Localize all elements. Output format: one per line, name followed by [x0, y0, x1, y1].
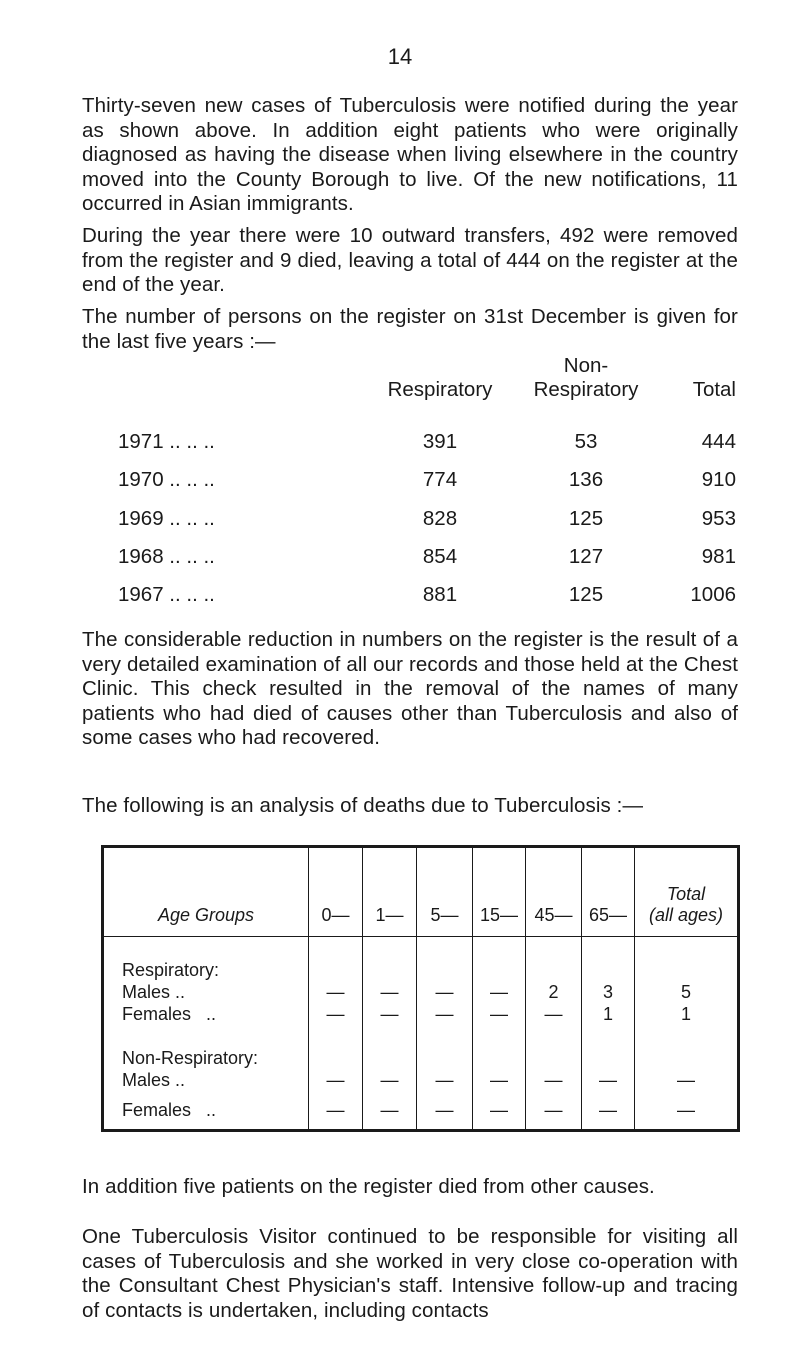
- cell: —: [363, 1091, 417, 1131]
- group-row-non-respiratory: [103, 1025, 739, 1069]
- cell: 3: [582, 981, 635, 1003]
- cell: —: [582, 1069, 635, 1091]
- cell: —: [417, 981, 473, 1003]
- header-total-line1: Total: [666, 884, 706, 904]
- register-row: [82, 468, 742, 498]
- row-respiratory: 391: [422, 430, 458, 453]
- cell: —: [363, 981, 417, 1003]
- row-total: 1006: [690, 583, 736, 606]
- row-year: 1969 .. .. ..: [118, 507, 215, 530]
- row-label: Females ..: [122, 1100, 217, 1120]
- cell: 1: [635, 1003, 739, 1025]
- table-row: [103, 981, 739, 1003]
- row-non-respiratory: 127: [568, 545, 604, 568]
- row-non-respiratory: 125: [568, 507, 604, 530]
- cell: —: [363, 1003, 417, 1025]
- cell: —: [526, 1091, 582, 1131]
- header-total-line2: (all ages): [648, 905, 724, 925]
- deaths-by-age-table: [101, 845, 740, 1132]
- cell: —: [582, 1091, 635, 1131]
- header-age-15: 15—: [473, 847, 526, 937]
- cell: —: [473, 1091, 526, 1131]
- deaths-table-header: [103, 847, 739, 937]
- header-age-1: 1—: [363, 847, 417, 937]
- cell: —: [526, 1069, 582, 1091]
- cell: —: [363, 1069, 417, 1091]
- row-label: Males ..: [122, 1070, 186, 1090]
- cell: —: [473, 1069, 526, 1091]
- paragraph-transfers: During the year there were 10 outward transfers, 492 were removed from the register and 9 died, leaving a total of 444 on the register at the end of the year.: [82, 224, 738, 296]
- register-row: [82, 545, 742, 575]
- row-respiratory: 774: [422, 468, 458, 491]
- header-age-groups: Age Groups: [103, 847, 309, 937]
- cell: —: [309, 981, 363, 1003]
- row-total: 444: [701, 430, 736, 453]
- cell: —: [417, 1069, 473, 1091]
- row-label: Males ..: [122, 982, 186, 1002]
- row-year: 1968 .. .. ..: [118, 545, 215, 568]
- row-label: Females ..: [122, 1004, 217, 1024]
- row-year: 1971 .. .. ..: [118, 430, 215, 453]
- register-row: [82, 507, 742, 537]
- row-non-respiratory: 136: [568, 468, 604, 491]
- header-total: Total: [692, 378, 736, 401]
- row-respiratory: 881: [422, 583, 458, 606]
- cell: —: [309, 1091, 363, 1131]
- cell: 2: [526, 981, 582, 1003]
- table-row: [103, 1003, 739, 1025]
- cell: 5: [635, 981, 739, 1003]
- row-respiratory: 854: [422, 545, 458, 568]
- row-year: 1967 .. .. ..: [118, 583, 215, 606]
- group-row-respiratory: [103, 937, 739, 982]
- cell: —: [635, 1069, 739, 1091]
- page-number: 14: [387, 44, 413, 69]
- row-non-respiratory: 125: [568, 583, 604, 606]
- cell: —: [417, 1003, 473, 1025]
- paragraph-register-intro: The number of persons on the register on 31st December is given for the last five years :—: [82, 305, 738, 353]
- cell: 1: [582, 1003, 635, 1025]
- paragraph-other-causes: In addition five patients on the register died from other causes.: [82, 1175, 655, 1198]
- cell: —: [473, 981, 526, 1003]
- row-total: 981: [701, 545, 736, 568]
- table-row: [103, 1069, 739, 1091]
- register-table-header: [82, 354, 742, 420]
- row-year: 1970 .. .. ..: [118, 468, 215, 491]
- group-label: Respiratory:: [122, 960, 220, 980]
- paragraph-reduction: The considerable reduction in numbers on the register is the result of a very detailed examination of all our records and those held at the Chest Clinic. This check resulted in the removal of the names of many patients who had died of causes other than Tuberculosis and also of some cases who had recovered.: [82, 628, 738, 749]
- group-label: Non-Respiratory:: [122, 1048, 259, 1068]
- cell: —: [309, 1069, 363, 1091]
- header-age-65: 65—: [582, 847, 635, 937]
- row-total: 910: [701, 468, 736, 491]
- row-respiratory: 828: [422, 507, 458, 530]
- header-non-respiratory-line1: Non-: [563, 354, 609, 377]
- header-age-5: 5—: [417, 847, 473, 937]
- row-total: 953: [701, 507, 736, 530]
- cell: —: [309, 1003, 363, 1025]
- register-row: [82, 430, 742, 460]
- cell: —: [473, 1003, 526, 1025]
- register-row: [82, 583, 742, 613]
- cell: —: [526, 1003, 582, 1025]
- header-respiratory: Respiratory: [387, 378, 493, 401]
- cell: —: [417, 1091, 473, 1131]
- header-age-45: 45—: [526, 847, 582, 937]
- header-total-all-ages: [635, 847, 739, 937]
- paragraph-new-cases: Thirty-seven new cases of Tuberculosis were notified during the year as shown above. In addition eight patients who were originally diagnosed as having the disease when living elsewhere in the country moved into the County Borough to live. Of the new notifications, 11 occurred in Asian immigrants.: [82, 94, 738, 215]
- row-non-respiratory: 53: [574, 430, 598, 453]
- paragraph-visitor: One Tuberculosis Visitor continued to be responsible for visiting all cases of Tuberculosis and she worked in very close co-operation with the Consultant Chest Physician's staff. Intensive follow-up and tracing of contacts is undertaken, including contacts: [82, 1225, 738, 1322]
- paragraph-deaths-intro: The following is an analysis of deaths due to Tuberculosis :—: [82, 794, 644, 817]
- header-age-0: 0—: [309, 847, 363, 937]
- header-non-respiratory-line2: Respiratory: [533, 378, 639, 401]
- table-row: [103, 1091, 739, 1131]
- cell: —: [635, 1091, 739, 1131]
